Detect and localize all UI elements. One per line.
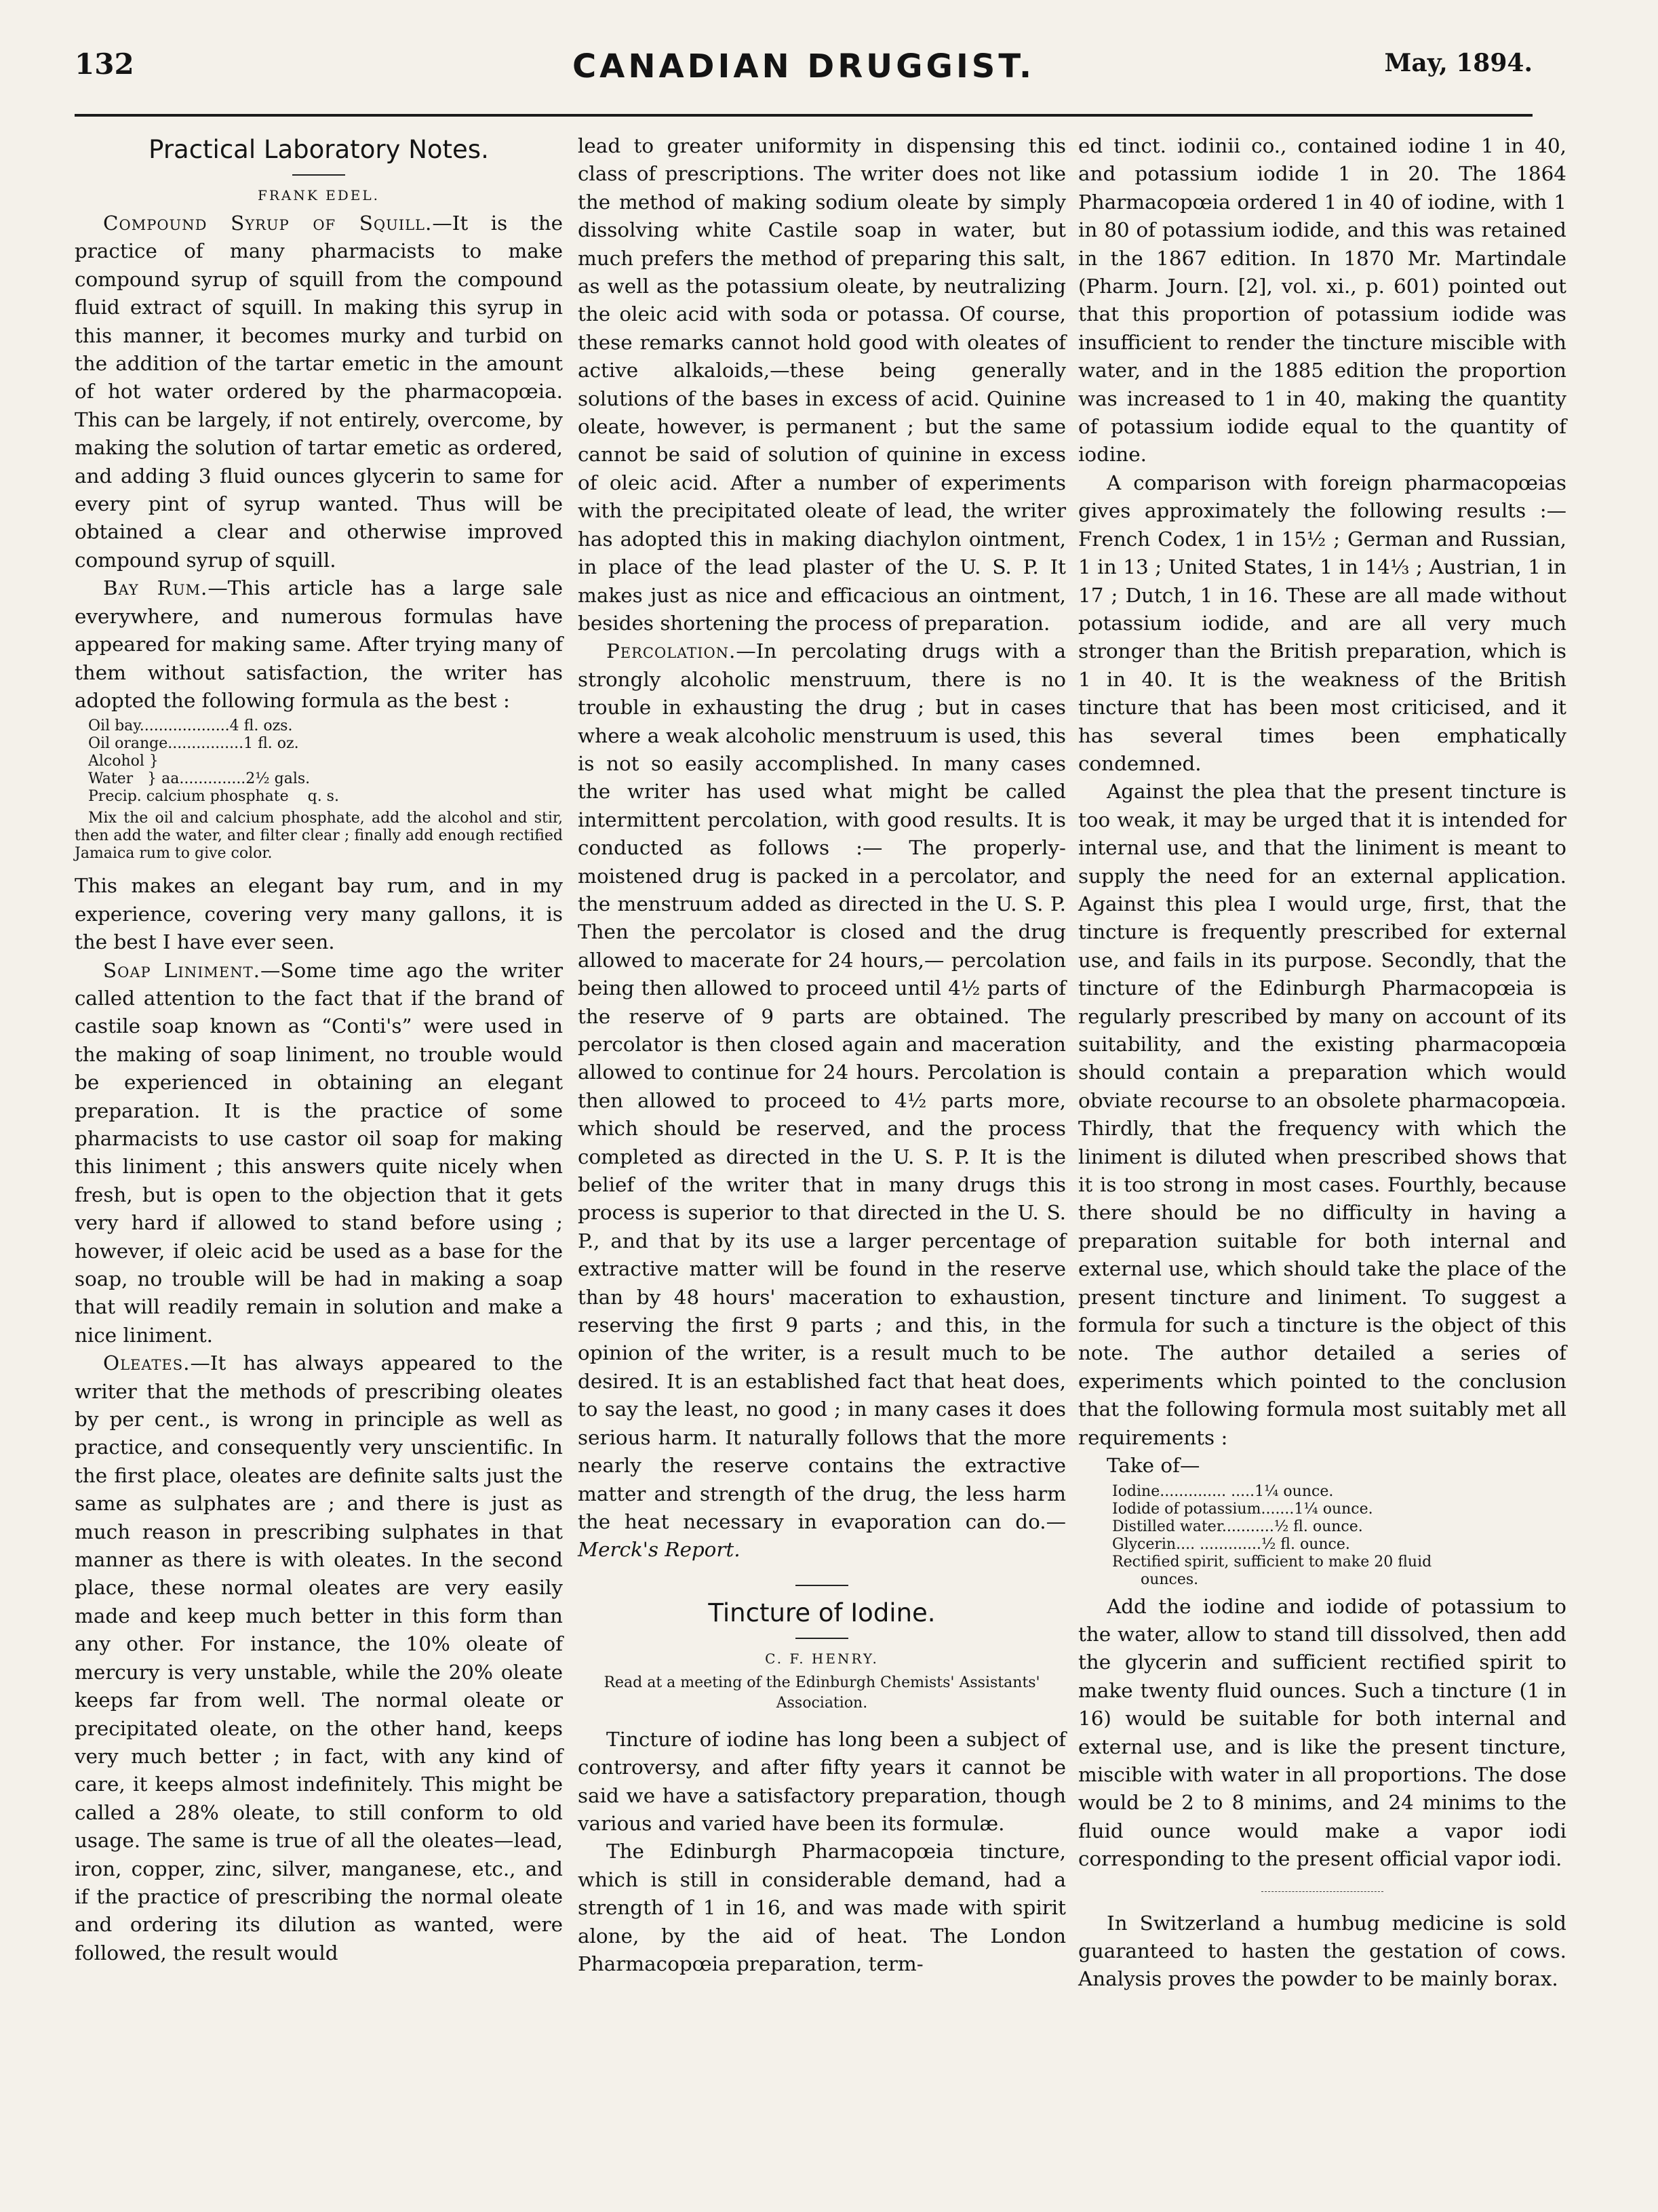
paragraph: A comparison with foreign pharmacopœias gives approximately the following results :—French Codex, 1 in 15½ ; German and Russian, 1 in 13 ; United States, 1 in 14⅓ ; Austrian, 1 in 17 ; Dutch, 1 in 16. These are all made without potassium iodide, and are all very much stronger than the British preparation, which is 1 in 40. It is the weakness of the British tincture that has been most criticised, and it has several times been emphatically condemned. xyxy=(1078,471,1566,775)
masthead-title: CANADIAN DRUGGIST. xyxy=(572,47,1035,85)
paragraph-text: —Some time ago the writer called attention to the fact that if the brand of castile soap known as “Conti's” were used in the making of soap liniment, no trouble would be experienced in obtaining an elegant preparation. It is the practice of some pharmacists to use castor oil soap for making this liniment ; this answers quite nicely when fresh, but is open to the objection that it gets very hard if allowed to stand before using ; however, if oleic acid be used as a base for the soap, no trouble will be had in making a soap that will readily remain in solution and make a nice liniment. xyxy=(75,958,563,1347)
article-note: Read at a meeting of the Edinburgh Chemists' Assistants' Association. xyxy=(604,1674,1040,1712)
formula-directions: Mix the oil and calcium phosphate, add the alcohol and stir, then add the water, and filter clear ; finally add enough rectified Jamaica rum to give color. xyxy=(75,810,563,863)
formula-line: Iodide of potassium.......1¼ ounce. xyxy=(1112,1500,1373,1518)
formula-line: Distilled water...........½ fl. ounce. xyxy=(1112,1518,1363,1535)
paragraph: In Switzerland a humbug medicine is sold guaranteed to hasten the gestation of cows. Analysis proves the powder to be mainly borax. xyxy=(1078,1911,1566,1991)
paragraph-lead: Oleates. xyxy=(103,1351,191,1375)
paragraph-text: —This article has a large sale everywhere, and numerous formulas have appeared for making same. After trying many of them without satisfaction, the writer has adopted the following formula as the best : xyxy=(75,576,563,712)
article-heading: Tincture of Iodine. xyxy=(708,1598,936,1627)
column-3 xyxy=(1078,132,1566,1994)
paragraph: This makes an elegant bay rum, and in my experience, covering very many gallons, it is the best I have ever seen. xyxy=(75,874,563,954)
paragraph-lead: Compound Syrup of Squill. xyxy=(103,212,433,235)
heading-rule xyxy=(292,174,345,176)
formula-line: Water } aa..............2½ gals. xyxy=(88,770,311,788)
heading-rule xyxy=(795,1638,848,1639)
formula-line: Rectified spirit, sufficient to make 20 fluid xyxy=(1112,1553,1432,1571)
iodine-formula xyxy=(1112,1483,1566,1589)
formula-line: Precip. calcium phosphate q. s. xyxy=(88,788,339,806)
paragraph: The Edinburgh Pharmacopœia tincture, which is still in considerable demand, had a strength of 1 in 16, and was made with spirit alone, by the aid of heat. The London Pharmacopœia preparation, term- xyxy=(578,1840,1066,1975)
citation: Merck's Report. xyxy=(578,1538,741,1562)
page-header xyxy=(75,47,1533,102)
paragraph-text: —It has always appeared to the writer that the methods of prescribing oleates by per cent., is wrong in principle as well as practice, and consequently very unscientific. In the first place, oleates are definite salts just the same as sulphates are ; and there is just as much reason in prescribing sulphates in that manner as there is with oleates. In the second place, these normal oleates are very easily made and keep much better in this form than any other. For instance, the 10% oleate of mercury is very unstable, while the 20% oleate keeps far from well. The normal oleate or precipitated oleate, on the other hand, keeps very much better ; in fact, with any kind of care, it keeps almost indefinitely. This might be called a 28% oleate, to still conform to old usage. The same is true of all the oleates—lead, iron, copper, zinc, silver, manganese, etc., and if the practice of prescribing the normal oleate and ordering its dilution as wanted, were followed, the result would xyxy=(75,1351,563,1964)
formula-line: Iodine.............. .....1¼ ounce. xyxy=(1112,1482,1334,1500)
paragraph xyxy=(75,957,563,1350)
article-author: FRANK EDEL. xyxy=(257,187,380,203)
paragraph-text: —It is the practice of many pharmacists to make compound syrup of squill from the compound fluid extract of squill. In making this syrup in this manner, it becomes murky and turbid on the addition of the tartar emetic in the amount of hot water ordered by the pharmacopœia. This can be largely, if not entirely, overcome, by making the solution of tartar emetic as ordered, and adding 3 fluid ounces glycerin to same for every pint of syrup wanted. Thus will be obtained a clear and otherwise improved compound syrup of squill. xyxy=(75,212,563,572)
article-heading: Practical Laboratory Notes. xyxy=(149,135,489,164)
paragraph-lead: Bay Rum. xyxy=(103,576,208,600)
bay-rum-formula xyxy=(88,717,563,806)
page-number: 132 xyxy=(75,47,134,81)
paragraph: lead to greater uniformity in dispensing this class of prescriptions. The writer does not like the method of making sodium oleate by simply dissolving white Castile soap in water, but much prefers the method of preparing this salt, as well as the potassium oleate, by neutralizing the oleic acid with soda or potassa. Of course, these remarks cannot hold good with oleates of active alkaloids,—these being generally solutions of the bases in excess of acid. Quinine oleate, however, is permanent ; but the same cannot be said of solution of quinine in excess of oleic acid. After a number of experiments with the precipitated oleate of lead, the writer has adopted this in making diachylon ointment, in place of the lead plaster of the U. S. P. It makes just as nice and efficacious an ointment, besides shortening the process of preparation. xyxy=(578,134,1066,635)
paragraph: ed tinct. iodinii co., contained iodine 1 in 40, and potassium iodide 1 in 20. The 1864 Pharmacopœia ordered 1 in 40 of iodine, with 1 in 80 of potassium iodide, and this was retained in the 1867 edition. In 1870 Mr. Martindale (Pharm. Journ. [2], vol. xi., p. 601) pointed out that this proportion of potassium iodide was insufficient to render the tincture miscible with water, and in the 1885 edition the proportion was increased to 1 in 40, making the quantity of potassium iodide equal to the quantity of iodine. xyxy=(1078,134,1566,467)
header-rule xyxy=(75,114,1533,117)
paragraph: Against the plea that the present tincture is too weak, it may be urged that it is intended for internal use, and that the liniment is meant to supply the need for an external application. Against this plea I would urge, first, that the tincture is frequently prescribed for external use, and fails in its purpose. Secondly, that the tincture of the Edinburgh Pharmacopœia is regularly prescribed by many on account of its suitability, and the existing pharmacopœia should contain a preparation which would obviate recourse to an obsolete pharmacopœia. Thirdly, that the frequency with which the liniment is diluted when prescribed shows that it is too strong in most cases. Fourthly, because there should be no difficulty in having a preparation suitable for both internal and external use, which should take the place of the present tincture and liniment. To suggest a formula for such a tincture is the object of this note. The author detailed a series of experiments which pointed to the conclusion that the following formula most suitably met all requirements : xyxy=(1078,780,1566,1449)
paragraph-lead: Soap Liniment. xyxy=(103,958,260,982)
section-divider xyxy=(1261,1891,1383,1892)
formula-line: Oil bay...................4 fl. ozs. xyxy=(88,717,293,735)
article-author: C. F. HENRY. xyxy=(765,1650,879,1667)
formula-line: Alcohol } xyxy=(88,753,159,770)
formula-intro: Take of— xyxy=(1107,1454,1200,1478)
paragraph: Tincture of iodine has long been a subject of controversy, and after fifty years it cannot be said we have a satisfactory preparation, though various and varied have been its formulæ. xyxy=(578,1727,1066,1835)
column-2 xyxy=(578,132,1066,1978)
column-1 xyxy=(75,132,563,1967)
paragraph-text: —In percolating drugs with a strongly alcoholic menstruum, there is no trouble in exhausting the drug ; but in cases where a weak alcoholic menstruum is used, this is not so easily accomplished. In many cases the writer has used what might be called intermittent percolation, with good results. It is conducted as follows :— The properly-moistened drug is packed in a percolator, and the menstruum added as directed in the U. S. P. Then the percolator is closed and the drug allowed to macerate for 24 hours,— percolation being then allowed to proceed until 4½ parts of the reserve of 9 parts are obtained. The percolator is then closed again and maceration allowed to continue for 24 hours. Percolation is then allowed to proceed to 4½ parts more, which should be reserved, and the process completed as directed in the U. S. P. It is the belief of the writer that in many drugs this process is superior to that directed in the U. S. P., and that by its use a larger percentage of extractive matter will be found in the reserve than by 48 hours' maceration to exhaustion, reserving the first 9 parts ; and this, in the opinion of the writer, is a result much to be desired. It is an established fact that heat does, to say the least, no good ; in many cases it does serious harm. It naturally follows that the more nearly the reserve contains the extractive matter and strength of the drug, the less harm the heat necessary in evaporation can do.— xyxy=(578,639,1066,1533)
paragraph xyxy=(578,637,1066,1564)
paragraph xyxy=(75,574,563,715)
issue-date: May, 1894. xyxy=(1384,49,1533,77)
section-rule xyxy=(795,1585,848,1586)
paragraph xyxy=(75,210,563,574)
formula-line: Oil orange................1 fl. oz. xyxy=(88,735,299,753)
paragraph-lead: Percolation. xyxy=(606,639,736,663)
paragraph: Add the iodine and iodide of potassium to the water, allow to stand till dissolved, then add the glycerin and sufficient rectified spirit to make twenty fluid ounces. Such a tincture (1 in 16) would be suitable for both internal and external use, and is like the present tincture, miscible with water in all proportions. The dose would be 2 to 8 minims, and 24 minims to the fluid ounce would make a vapor iodi corresponding to the present official vapor iodi. xyxy=(1078,1594,1566,1871)
formula-line: Glycerin.... .............½ fl. ounce. xyxy=(1112,1535,1350,1553)
paragraph xyxy=(75,1349,563,1967)
formula-line: ounces. xyxy=(1112,1571,1199,1588)
